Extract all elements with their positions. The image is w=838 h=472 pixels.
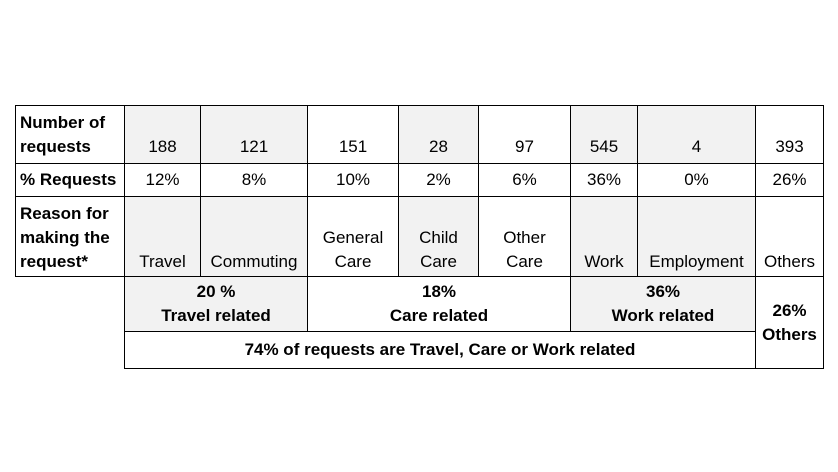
percent-value: 36% bbox=[586, 170, 622, 189]
row-header-reason bbox=[15, 196, 125, 277]
summary-cell bbox=[124, 331, 756, 369]
reason-cell bbox=[637, 196, 756, 277]
group-percent: 18% bbox=[421, 282, 457, 301]
count-cell bbox=[124, 105, 201, 164]
reason-cell bbox=[307, 196, 399, 277]
summary-text: 74% of requests are Travel, Care or Work related bbox=[244, 340, 636, 359]
reason-label: Commuting bbox=[210, 252, 298, 271]
count-value: 121 bbox=[239, 137, 269, 156]
count-value: 28 bbox=[429, 137, 448, 156]
group-cell bbox=[124, 276, 308, 332]
row-header-count-line: Number of bbox=[20, 113, 105, 132]
reason-label: Travel bbox=[139, 252, 186, 271]
count-cell bbox=[570, 105, 638, 164]
percent-value: 0% bbox=[684, 170, 709, 189]
row-header-reason-line: Reason for bbox=[20, 204, 109, 223]
reason-label: General bbox=[322, 228, 384, 247]
count-cell bbox=[200, 105, 308, 164]
percent-value: 12% bbox=[145, 170, 180, 189]
count-value: 151 bbox=[338, 137, 368, 156]
percent-cell bbox=[570, 163, 638, 197]
group-cell bbox=[307, 276, 571, 332]
percent-value: 8% bbox=[241, 170, 267, 189]
group-cell bbox=[570, 276, 756, 332]
count-value: 545 bbox=[589, 137, 619, 156]
row-header-reason-line: request* bbox=[20, 252, 89, 271]
count-value: 97 bbox=[515, 137, 534, 156]
group-percent: 26% bbox=[772, 300, 807, 320]
percent-value: 6% bbox=[512, 170, 537, 189]
count-cell bbox=[637, 105, 756, 164]
reason-label: Care bbox=[334, 252, 372, 271]
count-cell bbox=[398, 105, 479, 164]
percent-value: 10% bbox=[335, 170, 371, 189]
percent-value: 26% bbox=[772, 170, 807, 189]
reason-label: Others bbox=[763, 252, 816, 271]
reason-cell bbox=[200, 196, 308, 277]
percent-cell bbox=[478, 163, 571, 197]
reason-label: Other bbox=[503, 228, 546, 247]
reason-cell bbox=[478, 196, 571, 277]
percent-cell bbox=[124, 163, 201, 197]
percent-cell bbox=[398, 163, 479, 197]
row-header-count bbox=[15, 105, 125, 164]
row-header-reason-line: making the bbox=[20, 228, 110, 247]
count-cell bbox=[307, 105, 399, 164]
count-value: 188 bbox=[148, 137, 177, 156]
row-header-percent-label: % Requests bbox=[20, 170, 117, 189]
group-percent: 36% bbox=[645, 282, 681, 301]
reason-label: Employment bbox=[649, 252, 744, 271]
reason-cell bbox=[398, 196, 479, 277]
group-label: Travel related bbox=[161, 306, 271, 325]
count-cell bbox=[478, 105, 571, 164]
group-cell-others bbox=[755, 276, 824, 369]
group-label: Others bbox=[762, 324, 817, 344]
count-value: 393 bbox=[775, 137, 804, 156]
reason-label: Child bbox=[419, 228, 458, 247]
group-percent: 20 % bbox=[196, 282, 236, 301]
percent-cell bbox=[755, 163, 824, 197]
row-header-percent bbox=[15, 163, 125, 197]
percent-cell bbox=[637, 163, 756, 197]
row-header-count-line: requests bbox=[20, 137, 91, 156]
percent-cell bbox=[307, 163, 399, 197]
reason-cell bbox=[570, 196, 638, 277]
percent-value: 2% bbox=[426, 170, 451, 189]
group-label: Work related bbox=[611, 306, 715, 325]
reason-label: Care bbox=[506, 252, 543, 271]
reason-label: Care bbox=[420, 252, 457, 271]
count-value: 4 bbox=[691, 137, 702, 156]
group-label: Care related bbox=[389, 306, 489, 325]
reason-cell bbox=[124, 196, 201, 277]
reason-cell bbox=[755, 196, 824, 277]
count-cell bbox=[755, 105, 824, 164]
percent-cell bbox=[200, 163, 308, 197]
reason-label: Work bbox=[584, 252, 624, 271]
